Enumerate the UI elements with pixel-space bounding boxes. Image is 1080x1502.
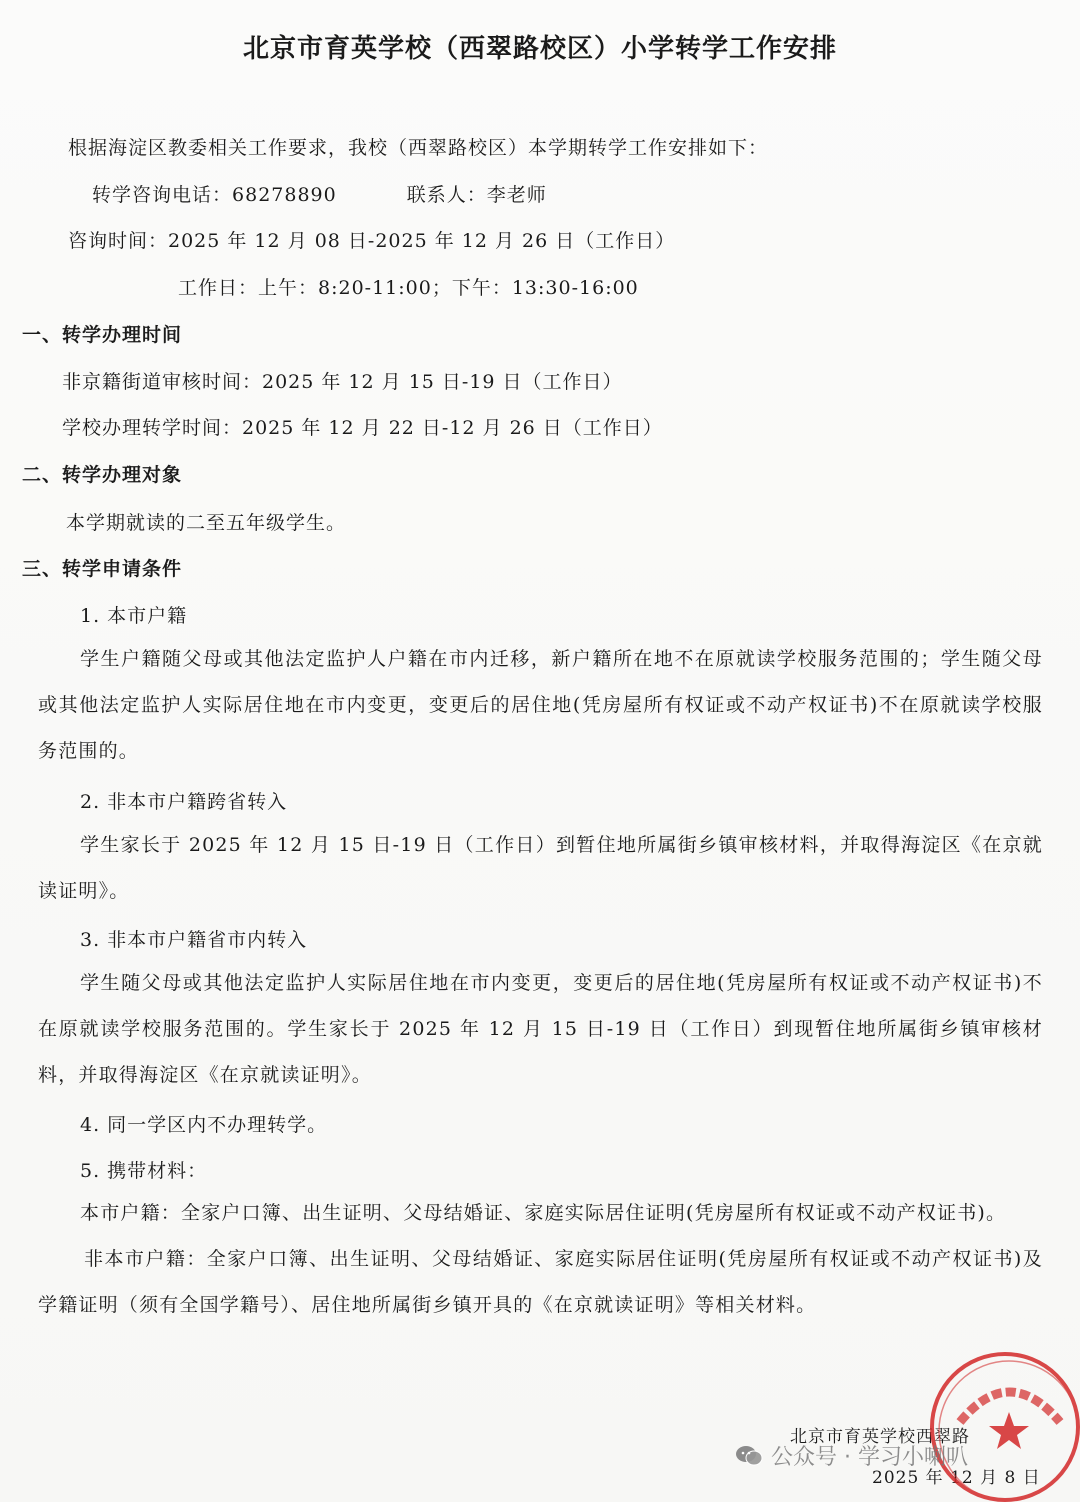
watermark (735, 1440, 968, 1471)
section3-heading: 三、转学申请条件 (22, 558, 183, 580)
item2-title: 2. 非本市户籍跨省转入 (80, 791, 288, 813)
item1-text: 学生户籍随父母或其他法定监护人户籍在市内迁移，新户籍所在地不在原就读学校服务范围的；学生随父母或其他法定监护人实际居住地在市内变更，变更后的居住地(凭房屋所有权证或不动产权证书)不在原就读学校服务范围的。 (38, 648, 1043, 762)
watermark-text: 公众号 · 学习小喇叭 (771, 1445, 968, 1470)
phone-number: 68278890 (232, 184, 337, 206)
page-title: 北京市育英学校（西翠路校区）小学转学工作安排 (242, 34, 837, 64)
footer-school: 北京市育英学校西翠路 (790, 1427, 970, 1447)
section2-line1: 本学期就读的二至五年级学生。 (66, 512, 347, 534)
item5-nonlocal: 非本市户籍：全家户口簿、出生证明、父母结婚证、家庭实际居住证明(凭房屋所有权证或不动产权证书)及学籍证明（须有全国学籍号）、居住地所属街乡镇开具的《在京就读证明》等相关材料。 (38, 1248, 1043, 1316)
section1-heading: 一、转学办理时间 (22, 324, 183, 346)
official-seal (930, 1352, 1080, 1502)
item3-title: 3. 非本市户籍省市内转入 (80, 929, 308, 951)
work-hours: 工作日：上午：8:20-11:00；下午：13:30-16:00 (178, 277, 639, 299)
item1-title: 1. 本市户籍 (80, 605, 188, 627)
phone-label: 转学咨询电话： (92, 184, 233, 206)
contact-line (92, 180, 547, 207)
section2-heading: 二、转学办理对象 (22, 464, 183, 486)
seal-star-icon (989, 1412, 1029, 1449)
section1-line1: 非京籍街道审核时间：2025 年 12 月 15 日-19 日（工作日） (62, 371, 623, 393)
consult-time: 咨询时间：2025 年 12 月 08 日-2025 年 12 月 26 日（工作日） (68, 230, 676, 252)
footer-date: 2025 年 12 月 8 日 (872, 1468, 1041, 1488)
item3-text: 学生随父母或其他法定监护人实际居住地在市内变更，变更后的居住地(凭房屋所有权证或不动产权证书)不在原就读学校服务范围的。学生家长于 2025 年 12 月 15 日-19 日（工作日）到现暂住地所属街乡镇审核材料，并取得海淀区《在京就读证明》。 (38, 972, 1043, 1086)
wechat-icon (735, 1445, 763, 1467)
contact-person: 联系人：李老师 (406, 184, 547, 206)
item5-local: 本市户籍：全家户口簿、出生证明、父母结婚证、家庭实际居住证明(凭房屋所有权证或不动产权证书)。 (80, 1202, 1007, 1224)
item4-title: 4. 同一学区内不办理转学。 (80, 1114, 328, 1136)
intro-text: 根据海淀区教委相关工作要求，我校（西翠路校区）本学期转学工作安排如下： (68, 137, 769, 159)
seal-graphic (930, 1352, 1080, 1502)
item2-text: 学生家长于 2025 年 12 月 15 日-19 日（工作日）到暂住地所属街乡镇审核材料，并取得海淀区《在京就读证明》。 (38, 834, 1043, 902)
section1-line2: 学校办理转学时间：2025 年 12 月 22 日-12 月 26 日（工作日） (62, 417, 663, 439)
item5-title: 5. 携带材料： (80, 1160, 208, 1182)
